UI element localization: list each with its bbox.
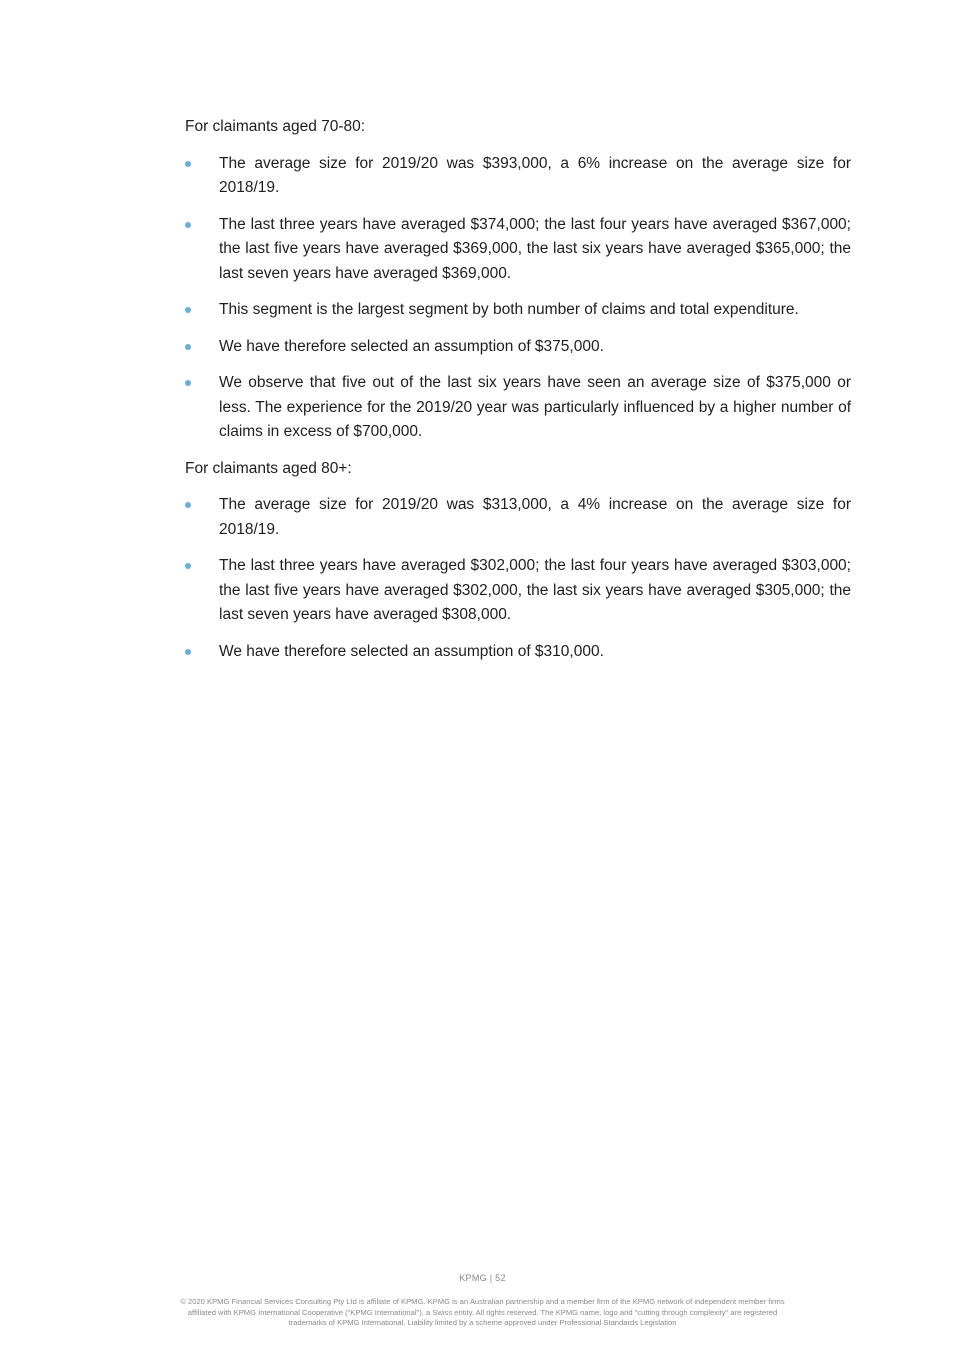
- bullet-icon: [185, 502, 191, 508]
- list-item: [185, 298, 851, 323]
- section-heading-70-80: For claimants aged 70-80:: [185, 118, 366, 135]
- bullet-text: The average size for 2019/20 was $313,000, a 4% increase on the average size for 2018/19.: [219, 496, 851, 538]
- bullet-text: We have therefore selected an assumption of $310,000.: [219, 642, 604, 660]
- bullet-text: The average size for 2019/20 was $393,000, a 6% increase on the average size for 2018/19.: [219, 154, 851, 196]
- bullet-text: We have therefore selected an assumption of $375,000.: [219, 337, 604, 355]
- page-number: KPMG | 52: [459, 1273, 506, 1283]
- footer-legal-text: [110, 1297, 855, 1329]
- bullet-icon: [185, 222, 191, 228]
- list-item: [185, 371, 851, 445]
- section-heading-80-plus: For claimants aged 80+:: [185, 459, 352, 477]
- bullet-text: We observe that five out of the last six years have seen an average size of $375,000 or less. The experience for the 2019/20 year was particularly influenced by a higher number of claims in excess of $700,000.: [219, 374, 851, 440]
- bullet-text: The last three years have averaged $374,000; the last four years have averaged $367,000; the last five years have averaged $369,000, the last six years have averaged $365,000; the last seven years have averaged $369,000.: [219, 215, 851, 282]
- bullet-text: This segment is the largest segment by both number of claims and total expenditure.: [219, 301, 799, 318]
- footer-legal-line: affiliated with KPMG International Cooperative ("KPMG International"), a Swiss entity. All rights reserved. The KPMG name, logo and "cutting through complexity" are registered: [187, 1307, 778, 1317]
- bullet-icon: [185, 563, 191, 569]
- list-item: [185, 554, 851, 628]
- bullet-list-80-plus: [185, 493, 851, 664]
- footer-legal-line: trademarks of KPMG International. Liability limited by a scheme approved under Professional Standards Legislation: [288, 1318, 677, 1327]
- bullet-icon: [185, 307, 191, 313]
- list-item: [185, 335, 851, 360]
- bullet-list-70-80: [185, 152, 851, 445]
- bullet-icon: [185, 380, 191, 386]
- bullet-icon: [185, 161, 191, 167]
- bullet-text: The last three years have averaged $302,000; the last four years have averaged $303,000; the last five years have averaged $302,000, the last six years have averaged $305,000; the last seven years have averaged $308,000.: [219, 557, 851, 623]
- document-body: [185, 115, 851, 676]
- bullet-icon: [185, 649, 191, 655]
- list-item: [185, 640, 851, 665]
- list-item: [185, 152, 851, 201]
- footer-legal-line: © 2020 KPMG Financial Services Consulting Pty Ltd is affiliate of KPMG. KPMG is an Australian partnership and a member firm of the KPMG network of independent member firms: [180, 1297, 785, 1306]
- list-item: [185, 213, 851, 287]
- bullet-icon: [185, 344, 191, 350]
- list-item: [185, 493, 851, 542]
